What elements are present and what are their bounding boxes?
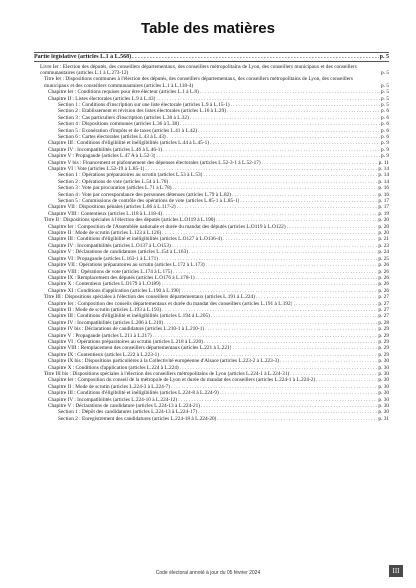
toc-entry-label: Chapitre V : Propagande (articles L.211 à L.217) [48, 332, 152, 339]
toc-entry-page: p. 30 [378, 377, 389, 384]
toc-entry-page: p. 9 [381, 140, 389, 147]
toc-entry-page: p. 26 [378, 262, 389, 269]
toc-entry-page: p. 29 [378, 345, 389, 352]
title-rule [34, 52, 389, 53]
toc-entry-label: Chapitre Ier : Composition des conseils départementaux et durée du mandat des conseillers (articles L.191 à L.192) [48, 300, 293, 307]
toc-entry-page: p. 14 [378, 166, 389, 172]
toc-entry-page: p. 27 [378, 294, 389, 301]
toc-entry-page: p. 5 [379, 54, 389, 60]
toc-entry-page: p. 5 [381, 101, 389, 108]
toc-entry-label: Section 2 : Opérations de vote (articles L.54 à L.70) [58, 178, 169, 185]
toc-entry-page: p. 29 [378, 326, 389, 333]
toc-entry-page: p. 29 [378, 332, 389, 339]
toc-entry-page: p. 25 [378, 255, 389, 262]
toc-entry-page: p. 6 [381, 133, 389, 140]
toc-entry-page: p. 28 [378, 319, 389, 326]
toc-entry-label: Partie législative (articles L.1 à L.568) [34, 54, 132, 60]
toc-entry-label: Chapitre VII : Dispositions pénales (articles L.86 à L.117-2) [48, 204, 176, 211]
toc-entry-page: p. 6 [381, 114, 389, 121]
toc-entry-page: p. 30 [378, 403, 389, 410]
toc-entry-page: p. 30 [378, 390, 389, 397]
toc-entry-label: Chapitre IX : Remplacement des députés (articles L.O176 à L.178-1) [48, 274, 195, 281]
toc-entry-page: p. 16 [378, 191, 389, 198]
toc-entry-page: p. 26 [378, 287, 389, 294]
toc-entry-label: Chapitre III : Conditions d'éligibilité et inéligibilités (articles L.194 à L.205) [48, 313, 210, 320]
toc-entry-label: Livre Ier : Election des députés, des conseillers départementaux, des conseillers métropolitains de Lyon, des conseillers municipaux et des conseillers communautaires (articles L.1 à L.273-12) [40, 63, 357, 76]
toc-entry[interactable] [34, 54, 389, 60]
toc-entry-page: p. 30 [378, 358, 389, 365]
toc-entry-page: p. 31 [378, 415, 389, 422]
toc-entry-label: Chapitre IX bis : Dispositions particulières à la Collectivité européenne d'Alsace (articles L.223-2 à L.223-3) [48, 358, 280, 365]
toc-entry-label: Chapitre II : Mode de scrutin (articles L.193 à L.193) [48, 306, 162, 313]
toc-entry-page: p. 5 [381, 69, 389, 76]
toc-entry-label: Chapitre II : Mode de scrutin (articles L.123 à L.126) [48, 230, 162, 237]
toc-entry-label: Section 2 : Enregistrement des candidatures (articles L.224-18 à L.224-20) [58, 415, 217, 422]
toc-entry-label: Chapitre II : Mode de scrutin (articles L.224-3 à L.224-7) [48, 383, 170, 390]
toc-entry-page: p. 19 [378, 210, 389, 217]
toc-entry-label: Titre Ier : Dispositions communes à l'élection des députés, des conseillers départementaux, des conseillers métropolitains de Lyon, des conseillers municipaux et des conseillers communautaires (articles L.1 à L.118-4) [44, 76, 353, 89]
toc-entry-label: Chapitre V : Déclarations de candidatures (articles L.154 à L.163) [48, 249, 188, 256]
toc-entry-page: p. 29 [378, 351, 389, 358]
toc-entry-page: p. 30 [378, 383, 389, 390]
toc-entry-label: Chapitre XI : Conditions d'application (articles L.190 à L.190) [48, 287, 181, 294]
toc-entry-page: p. 21 [378, 236, 389, 243]
toc-entry-page: p. 26 [378, 268, 389, 275]
toc-entry-label: Chapitre IV bis : Déclarations de candidature (articles L.210-1 à L.210-1) [48, 326, 205, 333]
toc-entry-label: Section 4 : Dispositions communes (articles L.36 à L.38) [58, 121, 179, 128]
page-title: Table des matières [141, 20, 275, 37]
toc-entry-page: p. 5 [381, 89, 389, 96]
toc-entry-label: Section 2 : Etablissement et révision des listes électorales (articles L.16 à L.29) [58, 108, 226, 115]
toc-entry-page: p. 14 [378, 178, 389, 185]
toc-entry-page: p. 30 [378, 371, 389, 377]
toc-entry-page: p. 16 [378, 185, 389, 192]
toc-entry-page: p. 27 [378, 300, 389, 307]
toc-entry-page: p. 9 [381, 153, 389, 160]
toc-entry-label: Section 5 : Exonération d'impôts et de taxes (articles L.41 à L.42) [58, 127, 198, 134]
toc-entry-label: Chapitre V : Propagande (articles L.47 A à L.52-3) [48, 153, 156, 160]
toc-entry-label: Section 3 : Cas particuliers d'inscription (articles L.30 à L.32) [58, 114, 189, 121]
toc-entry-page: p. 20 [378, 217, 389, 224]
toc-entry-page: p. 30 [378, 409, 389, 416]
table-of-contents [34, 54, 389, 422]
toc-entry-label: Chapitre X : Conditions d'application (articles L.224 à L.224) [48, 364, 179, 371]
toc-entry-label: Chapitre III : Conditions d'éligibilité et inéligibilités (articles L.44 à L.45-1) [48, 140, 210, 147]
partie-rule [34, 61, 389, 62]
toc-entry-page: p. 27 [378, 306, 389, 313]
toc-leader-dots [132, 54, 379, 60]
toc-entry-label: Chapitre IV : Incompatibilités (articles L.224-10 à L.224-12) [48, 396, 178, 403]
toc-entry-label: Titre II : Dispositions spéciales à l'élection des députés (articles L.O119 à L.190) [44, 217, 216, 224]
toc-entry-page: p. 29 [378, 338, 389, 345]
toc-entry-label: Chapitre III : Conditions d'éligibilité et inéligibilités (articles L.224-8 à L.224-9) [48, 390, 219, 397]
toc-entry[interactable] [34, 76, 389, 89]
toc-entry-label: Chapitre V : Déclarations de candidature (articles L.224-13 à L.224-21) [48, 403, 201, 410]
toc-entry-label: Section 6 : Cartes électorales (articles L.43 à L.43) [58, 133, 166, 140]
toc-entry-page: p. 6 [381, 108, 389, 115]
toc-entry-label: Chapitre II : Listes électorales (articles L.9 à L.43) [48, 95, 156, 102]
toc-entry-page: p. 27 [378, 313, 389, 320]
toc-entry-page: p. 9 [381, 146, 389, 153]
toc-entry-label: Chapitre VI : Propagande (articles L.163-1 à L.171) [48, 255, 159, 262]
toc-entry-label: Section 1 : Dépôt des candidatures (articles L.224-13 à L.224-17) [58, 409, 198, 416]
toc-entry-label: Chapitre Ier : Conditions requises pour être électeur (articles L.1 à L.8) [48, 89, 199, 96]
toc-entry-label: Chapitre VIII : Contentieux (articles L.118 à L.118-4) [48, 210, 163, 217]
toc-entry-page: p. 23 [378, 242, 389, 249]
toc-entry[interactable] [34, 64, 389, 77]
toc-entry-label: Chapitre VI : Vote (articles L.52-19 à L.85-1) [48, 166, 145, 172]
toc-entry-page: p. 17 [378, 198, 389, 205]
toc-entry-page: p. 11 [378, 159, 389, 166]
toc-entry-label: Chapitre IV : Incompatibilités (articles L.46 à L.46-1) [48, 146, 163, 153]
toc-entry-label: Section 1 : Conditions d'inscription sur une liste électorale (articles L.9 à L.15-1) [58, 101, 230, 108]
page-number: III [389, 565, 403, 577]
toc-entry-page: p. 26 [378, 281, 389, 288]
toc-entry-label: Chapitre X : Contentieux (articles L.O179 à L.O189) [48, 281, 161, 288]
toc-entry-label: Titre III bis : Dispositions spéciales à l'élection des conseillers métropolitains de Lyon (articles L.224-1 à L.224-31) [44, 371, 290, 377]
toc-entry-page: p. 30 [378, 396, 389, 403]
toc-entry-page: p. 17 [378, 204, 389, 211]
toc-entry-label: Chapitre V bis : Financement et plafonnement des dépenses électorales (articles L.52-3-1 à L.52-17) [48, 159, 261, 166]
toc-entry-label: Chapitre VIII : Opérations de vote (articles L.174 à L.175) [48, 268, 173, 275]
toc-leader-dots [217, 416, 377, 422]
toc-entry-label: Section 1 : Opérations préparatoires au scrutin (articles L.53 à L.53) [58, 172, 203, 179]
toc-entry-label: Chapitre Ier : Composition du conseil de la métropole de Lyon et durée du mandat des conseillers (articles L.224-1 à L.224-2) [48, 377, 316, 384]
toc-entry-label: Chapitre IV : Incompatibilités (articles L.O137 à L.O153) [48, 242, 171, 249]
toc-entry-page: p. 26 [378, 274, 389, 281]
toc-entry-page: p. 20 [378, 230, 389, 237]
toc-entry-page: p. 5 [381, 95, 389, 102]
toc-entry-page: p. 14 [378, 172, 389, 179]
toc-entry-page: p. 24 [378, 249, 389, 256]
toc-entry-page: p. 6 [381, 127, 389, 134]
toc-entry-label: Chapitre VI : Opérations préparatoires au scrutin (articles L.218 à L.220) [48, 338, 203, 345]
toc-entry-label: Chapitre IX : Contentieux (articles L.222 à L.223-1) [48, 351, 160, 358]
toc-entry-label: Chapitre Ier : Composition de l'Assemblée nationale et durée du mandat des députés (articles L.O119 à L.O122) [48, 223, 286, 230]
page-footer: Code électoral annoté à jour du 05 février 2024 [155, 570, 261, 576]
toc-entry-page: p. 30 [378, 364, 389, 371]
toc-entry-page: p. 20 [378, 223, 389, 230]
toc-entry-label: Section 3 : Vote par procuration (articles L.71 à L.78) [58, 185, 172, 192]
toc-entry-label: Section 4 : Vote par correspondance des personnes détenues (articles L.79 à L.82) [58, 191, 232, 198]
toc-entry-label: Section 5 : Commissions de contrôle des opérations de vote (articles L.85-1 à L.85-1) [58, 198, 240, 205]
toc-entry-label: Chapitre VII : Opérations préparatoires au scrutin (articles L.172 à L.173) [48, 262, 205, 269]
toc-entry-label: Chapitre IV : Incompatibilités (articles L.206 à L.210) [48, 319, 164, 326]
toc-entry-label: Chapitre III : Conditions d'éligibilité et inéligibilités (articles L.O127 à L.O136-4) [48, 236, 222, 243]
toc-entry-label: Titre III : Dispositions spéciales à l'élection des conseillers départementaux (articles L.191 à L.224) [44, 294, 255, 301]
toc-entry-page: p. 6 [381, 121, 389, 128]
toc-entry[interactable] [34, 416, 389, 422]
toc-entry-page: p. 5 [381, 82, 389, 89]
toc-entry-label: Chapitre VIII : Remplacement des conseillers départementaux (articles L.221 à L.221) [48, 345, 232, 352]
